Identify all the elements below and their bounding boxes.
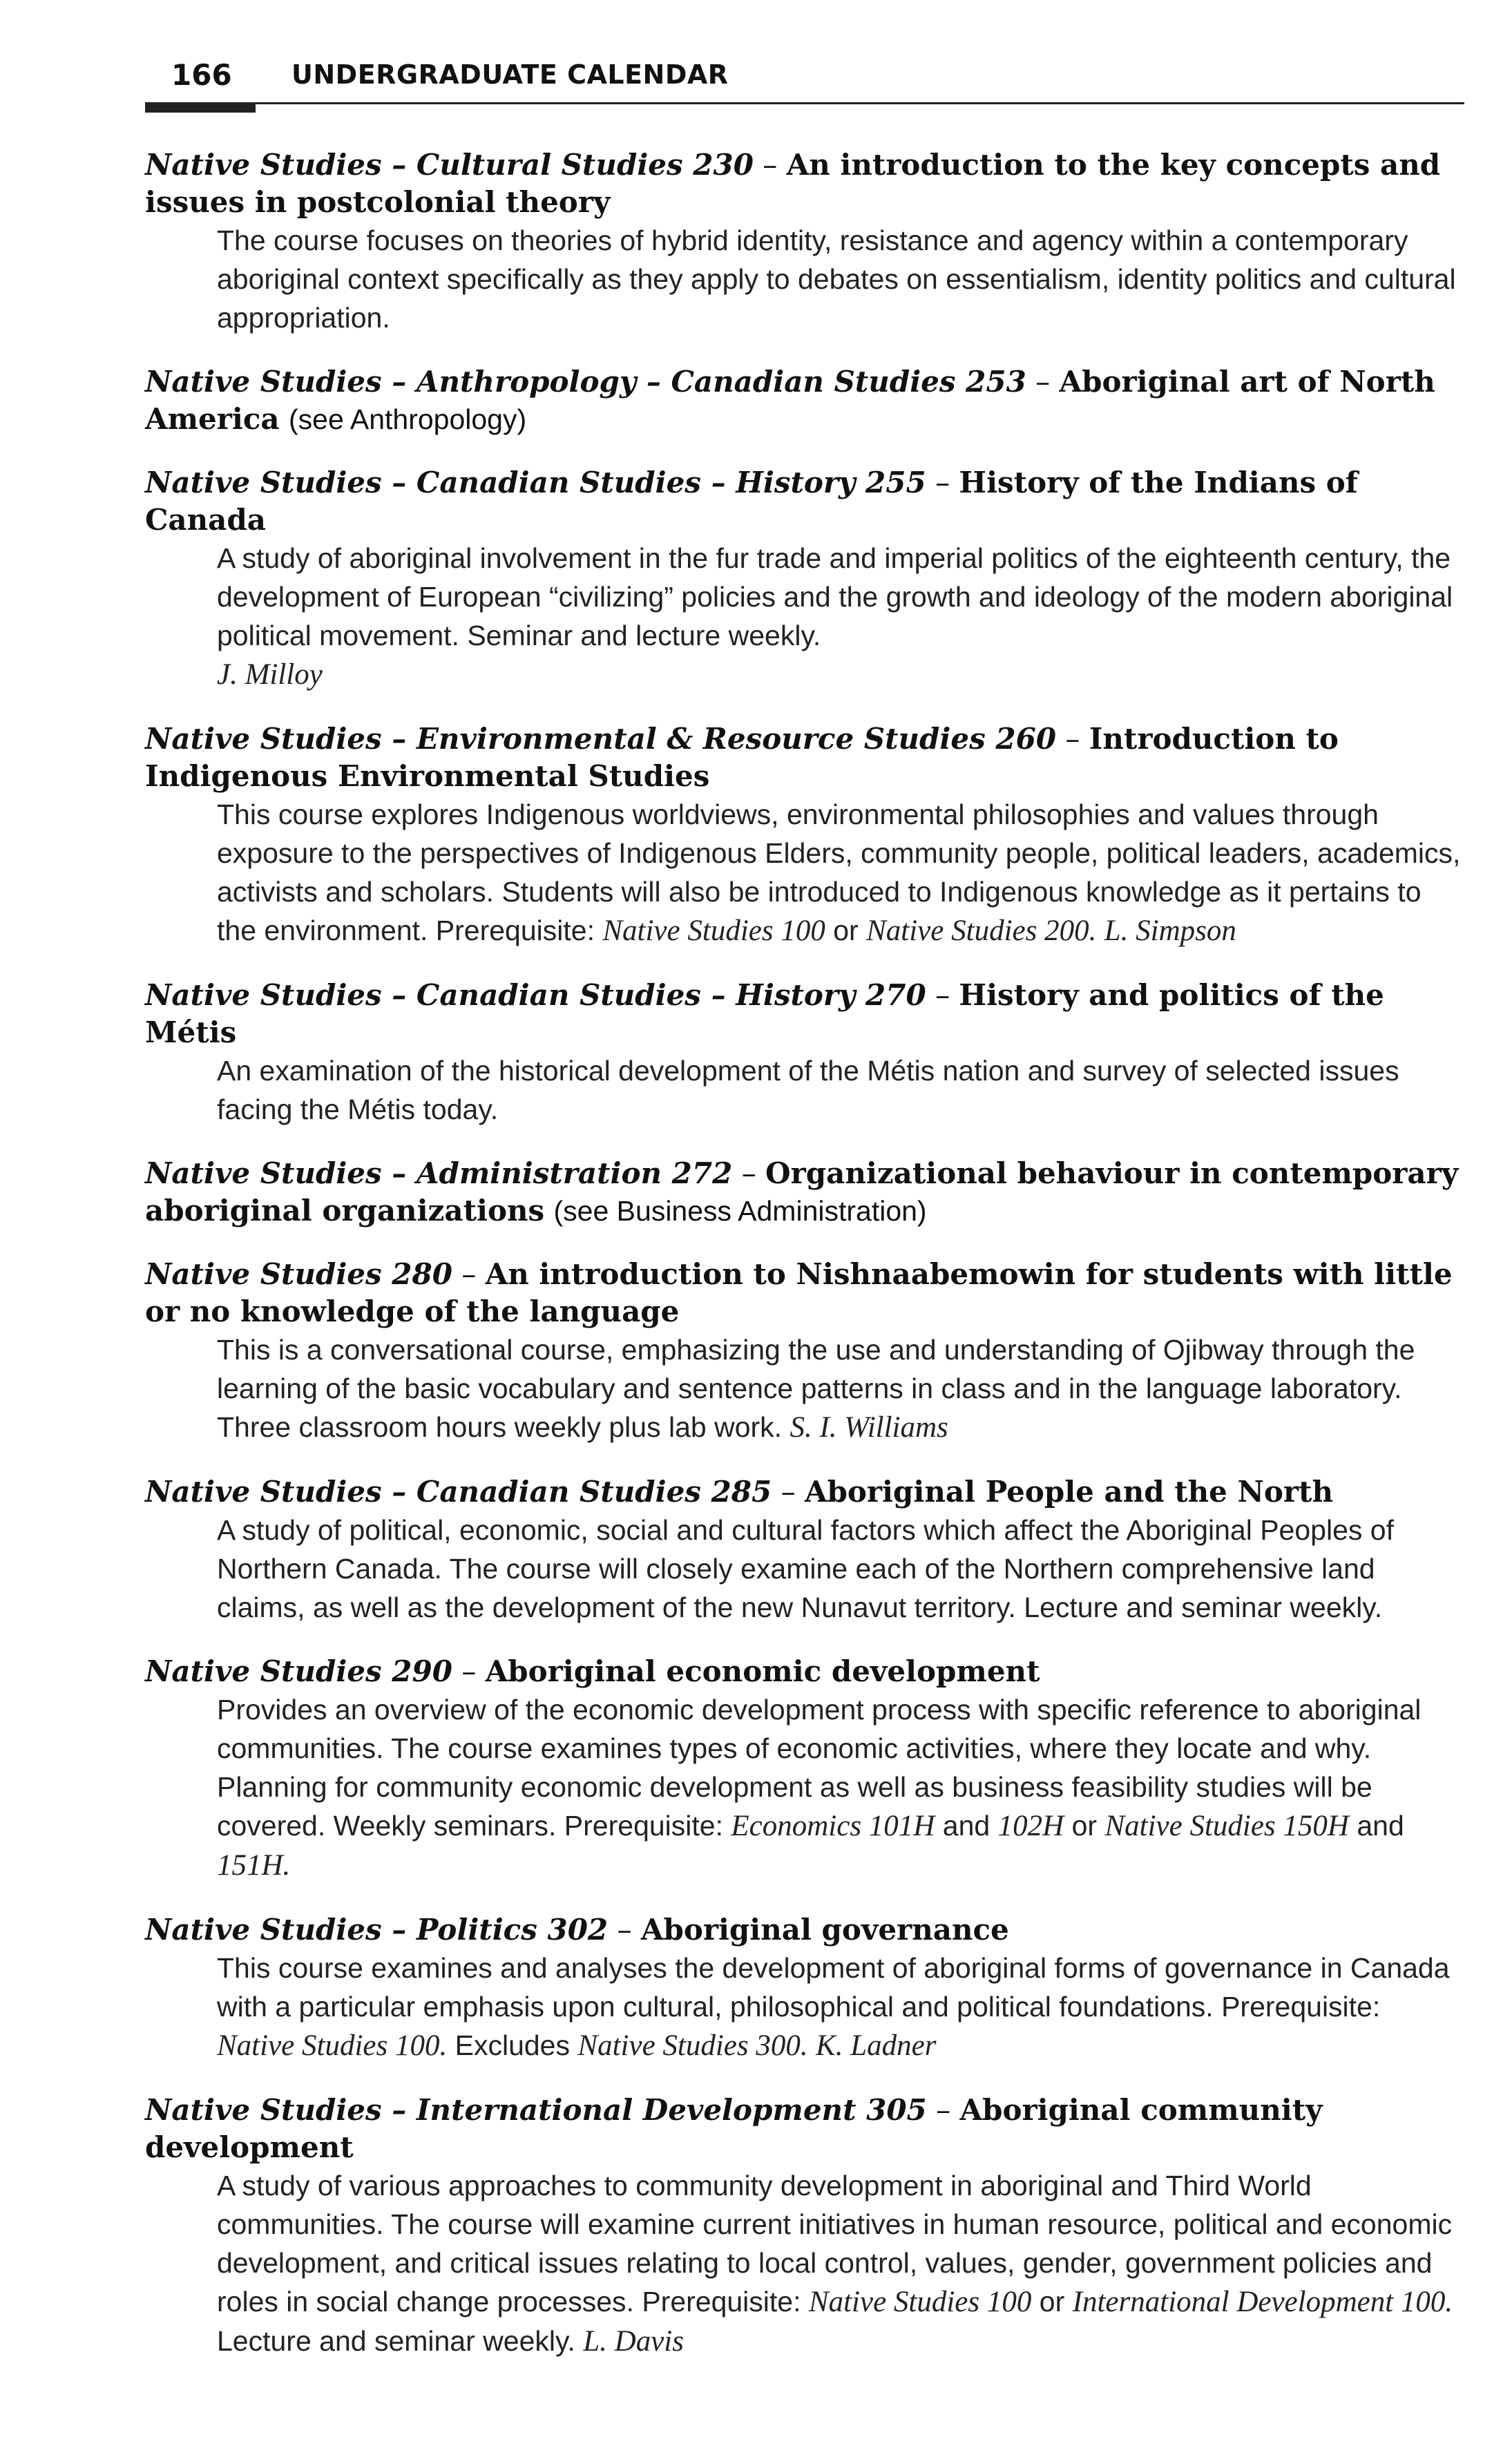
- course-entry-285: [145, 1473, 1464, 1627]
- course-heading: Native Studies – Administration 272 – Organizational behaviour in contemporary aboriginal organizations (see Business Administration): [145, 1156, 1459, 1227]
- description-text: A study of political, economic, social and cultural factors which affect the Aboriginal Peoples of Northern Canada. The course will closely examine each of the Northern comprehensive land claims, as well as the development of the new Nunavut territory. Lecture and seminar weekly.: [217, 1514, 1394, 1623]
- course-heading: Native Studies – Environmental & Resource Studies 260 – Introduction to Indigenous Environmental Studies: [145, 722, 1339, 793]
- prerequisite-course: Native Studies 100.: [217, 2029, 448, 2062]
- description-text: A study of various approaches to community development in aboriginal and Third World communities. The course will examine current initiatives in human resource, political and economic development, and critical issues relating to local control, values, gender, government policies and roles in social change processes. Prerequisite:: [217, 2170, 1453, 2317]
- description-text: This course explores Indigenous worldviews, environmental philosophies and values through exposure to the perspectives of Indigenous Elders, community people, political leaders, academics, activists and scholars. Students will also be introduced to Indigenous knowledge as it pertains to the environment. Prerequisite:: [217, 799, 1461, 946]
- prerequisite-course: Native Studies 150H: [1104, 1810, 1349, 1842]
- conjunction: and: [942, 1810, 991, 1842]
- description-tail: Lecture and seminar weekly.: [217, 2325, 575, 2357]
- course-code: Native Studies – Canadian Studies 285: [145, 1475, 772, 1509]
- header-rule-block: [145, 102, 256, 113]
- course-description: [217, 1051, 1464, 1129]
- header-rule: [145, 102, 1464, 104]
- prerequisite-course: Economics 101H: [731, 1810, 935, 1842]
- course-code: Native Studies – Politics 302: [145, 1913, 609, 1947]
- calendar-page: [138, 0, 1471, 2437]
- course-heading: Native Studies – Canadian Studies – History 255 – History of the Indians of Canada: [145, 466, 1358, 537]
- cross-reference-note: (see Anthropology): [288, 403, 527, 435]
- prerequisite-course: Native Studies 100: [808, 2286, 1032, 2318]
- excluded-course: Native Studies 300.: [577, 2029, 808, 2062]
- course-title: History of the Indians of Canada: [145, 466, 1358, 537]
- conjunction: or: [833, 915, 859, 946]
- instructor-name: K. Ladner: [816, 2029, 937, 2062]
- description-text: This course examines and analyses the development of aboriginal forms of governance in Canada with a particular emphasis upon cultural, philosophical and political foundations. Prerequisite:: [217, 1952, 1450, 2023]
- course-code: Native Studies – Canadian Studies – History 255: [145, 466, 926, 499]
- instructor-name: J. Milloy: [217, 658, 323, 691]
- course-heading: Native Studies – Canadian Studies – History 270 – History and politics of the Métis: [145, 978, 1384, 1049]
- course-entry-305: [145, 2092, 1464, 2361]
- course-description: [217, 1690, 1464, 1885]
- excludes-label: Excludes: [454, 2029, 570, 2061]
- course-entry-253: [145, 363, 1464, 438]
- instructor-name: L. Simpson: [1104, 915, 1236, 947]
- description-text: An examination of the historical development of the Métis nation and survey of selected issues facing the Métis today.: [217, 1055, 1399, 1125]
- course-title: Aboriginal economic development: [485, 1654, 1040, 1688]
- course-code: Native Studies – Cultural Studies 230: [145, 148, 754, 182]
- instructor-name: L. Davis: [583, 2325, 684, 2358]
- course-description: [217, 1511, 1464, 1627]
- course-heading: Native Studies – Politics 302 – Aboriginal governance: [145, 1913, 1009, 1947]
- course-code: Native Studies – Canadian Studies – History 270: [145, 978, 926, 1012]
- course-entry-230: [145, 146, 1464, 337]
- course-title: An introduction to Nishnaabemowin for students with little or no knowledge of the language: [145, 1257, 1453, 1328]
- description-text: A study of aboriginal involvement in the fur trade and imperial politics of the eighteenth century, the development of European “civilizing” policies and the growth and ideology of the modern aboriginal political movement. Seminar and lecture weekly.: [217, 542, 1453, 651]
- course-code: Native Studies – Anthropology – Canadian Studies 253: [145, 365, 1026, 399]
- page-number: 166: [171, 58, 232, 92]
- course-heading: Native Studies – Anthropology – Canadian Studies 253 – Aboriginal art of North America (see Anthropology): [145, 365, 1435, 436]
- course-description: [217, 795, 1464, 950]
- course-code: Native Studies – Environmental & Resource Studies 260: [145, 722, 1057, 756]
- running-head: [138, 50, 1471, 99]
- course-entry-272: [145, 1155, 1464, 1230]
- course-entry-260: [145, 720, 1464, 950]
- course-title: Aboriginal art of North America: [145, 365, 1435, 436]
- prerequisite-course: 151H.: [217, 1849, 291, 1882]
- course-entry-255: [145, 464, 1464, 694]
- conjunction: or: [1039, 2286, 1065, 2317]
- course-heading: Native Studies – Cultural Studies 230 – An introduction to the key concepts and issues in postcolonial theory: [145, 148, 1441, 219]
- conjunction: and: [1357, 1810, 1404, 1842]
- course-title: Aboriginal community development: [145, 2093, 1323, 2164]
- instructor-name: S. I. Williams: [790, 1411, 948, 1444]
- prerequisite-course: Native Studies 200.: [866, 915, 1097, 947]
- course-title: Introduction to Indigenous Environmental Studies: [145, 722, 1339, 793]
- running-title: UNDERGRADUATE CALENDAR: [291, 59, 729, 90]
- course-description: [217, 2166, 1464, 2361]
- course-code: Native Studies 290: [145, 1654, 452, 1688]
- course-list: [145, 146, 1464, 2387]
- course-heading: Native Studies – Canadian Studies 285 – Aboriginal People and the North: [145, 1475, 1333, 1509]
- course-heading: Native Studies 290 – Aboriginal economic development: [145, 1654, 1040, 1688]
- conjunction: or: [1071, 1810, 1098, 1842]
- course-title: An introduction to the key concepts and issues in postcolonial theory: [145, 148, 1441, 219]
- course-description: [217, 1949, 1464, 2065]
- course-title: History and politics of the Métis: [145, 978, 1384, 1049]
- course-description: [217, 221, 1464, 337]
- course-title: Aboriginal governance: [640, 1913, 1009, 1947]
- prerequisite-course: International Development 100.: [1072, 2286, 1453, 2318]
- course-entry-302: [145, 1911, 1464, 2065]
- course-entry-270: [145, 977, 1464, 1129]
- description-text: Provides an overview of the economic development process with specific reference to aboriginal communities. The course examines types of economic activities, where they locate and why. Planning for community economic development as well as business feasibility studies will be covered. Weekly seminars. Prerequisite:: [217, 1694, 1422, 1842]
- cross-reference-note: (see Business Administration): [553, 1195, 927, 1227]
- course-title: Aboriginal People and the North: [804, 1475, 1333, 1509]
- course-heading: Native Studies 280 – An introduction to Nishnaabemowin for students with little or no knowledge of the language: [145, 1257, 1453, 1328]
- course-code: Native Studies 280: [145, 1257, 452, 1291]
- description-text: The course focuses on theories of hybrid identity, resistance and agency within a contemporary aboriginal context specifically as they apply to debates on essentialism, identity politics and cultural appropriation.: [217, 224, 1456, 334]
- description-text: This is a conversational course, emphasizing the use and understanding of Ojibway through the learning of the basic vocabulary and sentence patterns in class and in the language laboratory. Three classroom hours weekly plus lab work.: [217, 1334, 1415, 1443]
- course-heading: Native Studies – International Development 305 – Aboriginal community development: [145, 2093, 1323, 2164]
- course-title: Organizational behaviour in contemporary aboriginal organizations: [145, 1156, 1459, 1227]
- prerequisite-course: 102H: [997, 1810, 1064, 1842]
- course-code: Native Studies – Administration 272: [145, 1156, 733, 1190]
- course-description: [217, 1330, 1464, 1447]
- course-entry-290: [145, 1653, 1464, 1885]
- course-entry-280: [145, 1256, 1464, 1447]
- course-code: Native Studies – International Development 305: [145, 2093, 927, 2127]
- course-description: [217, 539, 1464, 694]
- prerequisite-course: Native Studies 100: [602, 915, 825, 947]
